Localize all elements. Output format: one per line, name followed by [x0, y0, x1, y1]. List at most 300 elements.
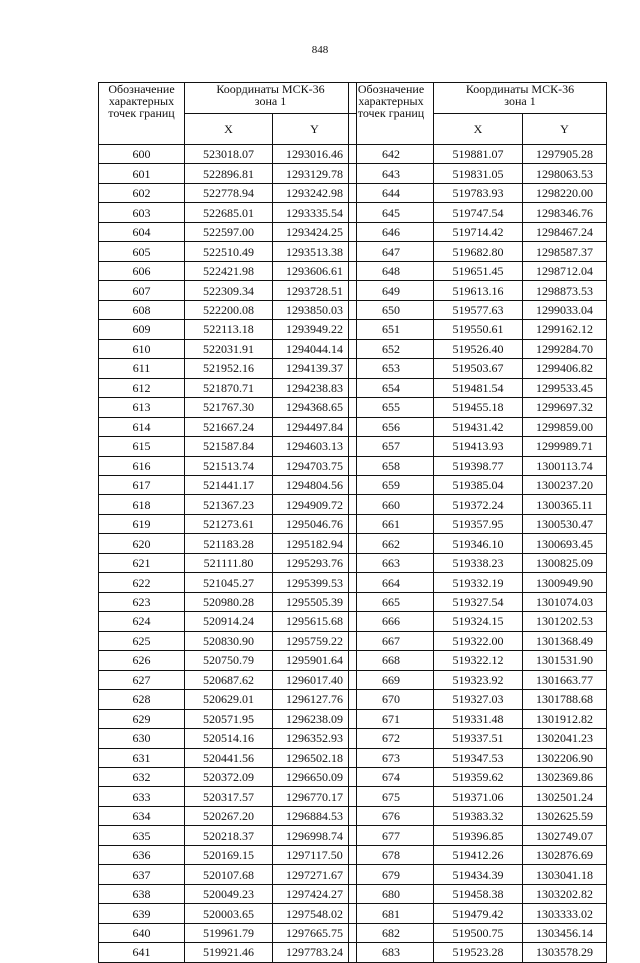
table-row — [349, 943, 607, 962]
point-number: 664 — [349, 573, 434, 592]
y-coordinate: 1298712.04 — [523, 261, 607, 280]
table-row — [99, 417, 357, 436]
point-number: 683 — [349, 943, 434, 962]
table-row — [349, 417, 607, 436]
point-number: 653 — [349, 359, 434, 378]
y-coordinate: 1293016.46 — [273, 145, 357, 164]
table-row — [349, 261, 607, 280]
y-coordinate: 1302041.23 — [523, 729, 607, 748]
point-number: 602 — [99, 183, 185, 202]
x-coordinate: 521870.71 — [185, 378, 273, 397]
x-coordinate: 519359.62 — [434, 768, 523, 787]
point-number: 679 — [349, 865, 434, 884]
table-row — [99, 359, 357, 378]
table-row — [99, 884, 357, 903]
x-coordinate: 520750.79 — [185, 651, 273, 670]
x-coordinate: 520003.65 — [185, 904, 273, 923]
point-number: 635 — [99, 826, 185, 845]
point-number: 631 — [99, 748, 185, 767]
point-number: 670 — [349, 690, 434, 709]
y-coordinate: 1296770.17 — [273, 787, 357, 806]
header-x: X — [185, 114, 273, 145]
y-coordinate: 1294703.75 — [273, 456, 357, 475]
table-row — [99, 651, 357, 670]
header-coordinate-system-line1: Координаты МСК-36 — [216, 82, 325, 96]
table-row — [99, 261, 357, 280]
y-coordinate: 1300237.20 — [523, 475, 607, 494]
header-coordinate-system — [185, 83, 357, 114]
table-row — [99, 670, 357, 689]
point-number: 680 — [349, 884, 434, 903]
x-coordinate: 519831.05 — [434, 164, 523, 183]
x-coordinate: 520514.16 — [185, 729, 273, 748]
point-number: 654 — [349, 378, 434, 397]
x-coordinate: 519714.42 — [434, 222, 523, 241]
point-number: 609 — [99, 320, 185, 339]
table-row — [349, 475, 607, 494]
x-coordinate: 519783.93 — [434, 183, 523, 202]
x-coordinate: 521441.17 — [185, 475, 273, 494]
table-row — [99, 475, 357, 494]
point-number: 613 — [99, 398, 185, 417]
point-number: 608 — [99, 300, 185, 319]
point-number: 628 — [99, 690, 185, 709]
y-coordinate: 1296502.18 — [273, 748, 357, 767]
point-number: 636 — [99, 845, 185, 864]
x-coordinate: 520571.95 — [185, 709, 273, 728]
y-coordinate: 1297424.27 — [273, 884, 357, 903]
point-number: 678 — [349, 845, 434, 864]
point-number: 650 — [349, 300, 434, 319]
point-number: 665 — [349, 592, 434, 611]
x-coordinate: 519434.39 — [434, 865, 523, 884]
y-coordinate: 1297271.67 — [273, 865, 357, 884]
x-coordinate: 520629.01 — [185, 690, 273, 709]
point-number: 621 — [99, 553, 185, 572]
y-coordinate: 1296998.74 — [273, 826, 357, 845]
table-row — [99, 748, 357, 767]
y-coordinate: 1297665.75 — [273, 923, 357, 942]
y-coordinate: 1302749.07 — [523, 826, 607, 845]
table-row — [349, 456, 607, 475]
x-coordinate: 522685.01 — [185, 203, 273, 222]
header-y: Y — [523, 114, 607, 145]
x-coordinate: 520267.20 — [185, 806, 273, 825]
y-coordinate: 1293424.25 — [273, 222, 357, 241]
y-coordinate: 1293949.22 — [273, 320, 357, 339]
table-row — [99, 145, 357, 164]
y-coordinate: 1294368.65 — [273, 398, 357, 417]
y-coordinate: 1294139.37 — [273, 359, 357, 378]
y-coordinate: 1299406.82 — [523, 359, 607, 378]
point-number: 612 — [99, 378, 185, 397]
y-coordinate: 1300949.90 — [523, 573, 607, 592]
x-coordinate: 519651.45 — [434, 261, 523, 280]
x-coordinate: 519327.54 — [434, 592, 523, 611]
table-row — [349, 534, 607, 553]
y-coordinate: 1295182.94 — [273, 534, 357, 553]
y-coordinate: 1297783.24 — [273, 943, 357, 962]
point-number: 658 — [349, 456, 434, 475]
point-number: 607 — [99, 281, 185, 300]
x-coordinate: 522031.91 — [185, 339, 273, 358]
table-row — [99, 456, 357, 475]
table-row — [349, 222, 607, 241]
y-coordinate: 1302206.90 — [523, 748, 607, 767]
y-coordinate: 1301788.68 — [523, 690, 607, 709]
x-coordinate: 519383.32 — [434, 806, 523, 825]
table-row — [99, 164, 357, 183]
x-coordinate: 521183.28 — [185, 534, 273, 553]
y-coordinate: 1295615.68 — [273, 612, 357, 631]
x-coordinate: 519323.92 — [434, 670, 523, 689]
x-coordinate: 521367.23 — [185, 495, 273, 514]
table-row — [349, 768, 607, 787]
x-coordinate: 520107.68 — [185, 865, 273, 884]
point-number: 606 — [99, 261, 185, 280]
table-row — [349, 514, 607, 533]
table-row — [99, 904, 357, 923]
y-coordinate: 1296352.93 — [273, 729, 357, 748]
table-row — [99, 514, 357, 533]
table-row — [99, 826, 357, 845]
point-number: 657 — [349, 437, 434, 456]
y-coordinate: 1297905.28 — [523, 145, 607, 164]
x-coordinate: 520049.23 — [185, 884, 273, 903]
x-coordinate: 521111.80 — [185, 553, 273, 572]
y-coordinate: 1303456.14 — [523, 923, 607, 942]
y-coordinate: 1298587.37 — [523, 242, 607, 261]
table-row — [349, 359, 607, 378]
y-coordinate: 1295293.76 — [273, 553, 357, 572]
y-coordinate: 1296017.40 — [273, 670, 357, 689]
y-coordinate: 1293242.98 — [273, 183, 357, 202]
table-row — [99, 339, 357, 358]
point-number: 614 — [99, 417, 185, 436]
y-coordinate: 1297548.02 — [273, 904, 357, 923]
point-number: 603 — [99, 203, 185, 222]
point-number: 642 — [349, 145, 434, 164]
x-coordinate: 521767.30 — [185, 398, 273, 417]
x-coordinate: 520218.37 — [185, 826, 273, 845]
y-coordinate: 1301912.82 — [523, 709, 607, 728]
table-row — [99, 806, 357, 825]
x-coordinate: 519347.53 — [434, 748, 523, 767]
y-coordinate: 1298346.76 — [523, 203, 607, 222]
x-coordinate: 520372.09 — [185, 768, 273, 787]
y-coordinate: 1293606.61 — [273, 261, 357, 280]
point-number: 641 — [99, 943, 185, 962]
point-number: 668 — [349, 651, 434, 670]
y-coordinate: 1293850.03 — [273, 300, 357, 319]
table-row — [99, 203, 357, 222]
x-coordinate: 519431.42 — [434, 417, 523, 436]
x-coordinate: 519881.07 — [434, 145, 523, 164]
x-coordinate: 519332.19 — [434, 573, 523, 592]
x-coordinate: 522309.34 — [185, 281, 273, 300]
x-coordinate: 520169.15 — [185, 845, 273, 864]
point-number: 633 — [99, 787, 185, 806]
x-coordinate: 521667.24 — [185, 417, 273, 436]
table-row — [349, 437, 607, 456]
point-number: 673 — [349, 748, 434, 767]
table-row — [99, 300, 357, 319]
table-row — [349, 339, 607, 358]
table-row — [349, 709, 607, 728]
y-coordinate: 1303041.18 — [523, 865, 607, 884]
table-row — [99, 592, 357, 611]
table-row — [349, 826, 607, 845]
x-coordinate: 519357.95 — [434, 514, 523, 533]
x-coordinate: 519412.26 — [434, 845, 523, 864]
x-coordinate: 519413.93 — [434, 437, 523, 456]
y-coordinate: 1295399.53 — [273, 573, 357, 592]
x-coordinate: 519324.15 — [434, 612, 523, 631]
point-number: 677 — [349, 826, 434, 845]
point-number: 674 — [349, 768, 434, 787]
point-number: 618 — [99, 495, 185, 514]
x-coordinate: 519371.06 — [434, 787, 523, 806]
x-coordinate: 519458.38 — [434, 884, 523, 903]
point-number: 637 — [99, 865, 185, 884]
table-row — [99, 437, 357, 456]
point-number: 667 — [349, 631, 434, 650]
y-coordinate: 1294804.56 — [273, 475, 357, 494]
y-coordinate: 1293513.38 — [273, 242, 357, 261]
point-number: 660 — [349, 495, 434, 514]
table-row — [99, 631, 357, 650]
y-coordinate: 1298467.24 — [523, 222, 607, 241]
y-coordinate: 1295901.64 — [273, 651, 357, 670]
point-number: 624 — [99, 612, 185, 631]
y-coordinate: 1294044.14 — [273, 339, 357, 358]
point-number: 604 — [99, 222, 185, 241]
point-number: 649 — [349, 281, 434, 300]
x-coordinate: 519337.51 — [434, 729, 523, 748]
y-coordinate: 1300365.11 — [523, 495, 607, 514]
table-row — [99, 612, 357, 631]
y-coordinate: 1299859.00 — [523, 417, 607, 436]
table-row — [349, 865, 607, 884]
point-number: 629 — [99, 709, 185, 728]
x-coordinate: 519577.63 — [434, 300, 523, 319]
table-row — [349, 690, 607, 709]
table-row — [99, 378, 357, 397]
x-coordinate: 522421.98 — [185, 261, 273, 280]
table-row — [99, 845, 357, 864]
y-coordinate: 1299033.04 — [523, 300, 607, 319]
x-coordinate: 519398.77 — [434, 456, 523, 475]
x-coordinate: 520687.62 — [185, 670, 273, 689]
y-coordinate: 1303578.29 — [523, 943, 607, 962]
point-number: 620 — [99, 534, 185, 553]
x-coordinate: 519500.75 — [434, 923, 523, 942]
header-x: X — [434, 114, 523, 145]
y-coordinate: 1296127.76 — [273, 690, 357, 709]
table-row — [349, 300, 607, 319]
table-row — [349, 553, 607, 572]
y-coordinate: 1301368.49 — [523, 631, 607, 650]
point-number: 655 — [349, 398, 434, 417]
table-row — [349, 651, 607, 670]
x-coordinate: 523018.07 — [185, 145, 273, 164]
y-coordinate: 1295505.39 — [273, 592, 357, 611]
table-row — [349, 281, 607, 300]
point-number: 611 — [99, 359, 185, 378]
point-number: 627 — [99, 670, 185, 689]
table-row — [99, 553, 357, 572]
table-row — [99, 320, 357, 339]
point-number: 646 — [349, 222, 434, 241]
y-coordinate: 1298220.00 — [523, 183, 607, 202]
x-coordinate: 519682.80 — [434, 242, 523, 261]
y-coordinate: 1302876.69 — [523, 845, 607, 864]
y-coordinate: 1299284.70 — [523, 339, 607, 358]
x-coordinate: 519327.03 — [434, 690, 523, 709]
table-row — [349, 748, 607, 767]
point-number: 638 — [99, 884, 185, 903]
table-row — [99, 768, 357, 787]
table-row — [99, 865, 357, 884]
x-coordinate: 520914.24 — [185, 612, 273, 631]
y-coordinate: 1296238.09 — [273, 709, 357, 728]
x-coordinate: 520317.57 — [185, 787, 273, 806]
point-number: 600 — [99, 145, 185, 164]
x-coordinate: 520830.90 — [185, 631, 273, 650]
header-y: Y — [273, 114, 357, 145]
point-number: 617 — [99, 475, 185, 494]
y-coordinate: 1293129.78 — [273, 164, 357, 183]
y-coordinate: 1303333.02 — [523, 904, 607, 923]
point-number: 663 — [349, 553, 434, 572]
point-number: 648 — [349, 261, 434, 280]
x-coordinate: 522597.00 — [185, 222, 273, 241]
y-coordinate: 1300825.09 — [523, 553, 607, 572]
table-row — [349, 904, 607, 923]
table-row — [349, 378, 607, 397]
table-row — [99, 495, 357, 514]
y-coordinate: 1296650.09 — [273, 768, 357, 787]
table-row — [349, 845, 607, 864]
point-number: 605 — [99, 242, 185, 261]
point-number: 662 — [349, 534, 434, 553]
point-number: 632 — [99, 768, 185, 787]
x-coordinate: 519322.00 — [434, 631, 523, 650]
table-row — [349, 183, 607, 202]
point-number: 675 — [349, 787, 434, 806]
header-coordinate-system-line2: зона 1 — [504, 94, 536, 108]
point-number: 671 — [349, 709, 434, 728]
y-coordinate: 1294603.13 — [273, 437, 357, 456]
x-coordinate: 519481.54 — [434, 378, 523, 397]
table-row — [349, 573, 607, 592]
x-coordinate: 520441.56 — [185, 748, 273, 767]
header-point-label: Обозначение характерных точек границ — [99, 83, 185, 145]
table-row — [349, 631, 607, 650]
point-number: 634 — [99, 806, 185, 825]
table-row — [349, 787, 607, 806]
x-coordinate: 522200.08 — [185, 300, 273, 319]
point-number: 682 — [349, 923, 434, 942]
y-coordinate: 1303202.82 — [523, 884, 607, 903]
x-coordinate: 521952.16 — [185, 359, 273, 378]
x-coordinate: 519747.54 — [434, 203, 523, 222]
y-coordinate: 1293728.51 — [273, 281, 357, 300]
y-coordinate: 1299989.71 — [523, 437, 607, 456]
point-number: 630 — [99, 729, 185, 748]
point-number: 619 — [99, 514, 185, 533]
point-number: 610 — [99, 339, 185, 358]
x-coordinate: 521587.84 — [185, 437, 273, 456]
y-coordinate: 1301202.53 — [523, 612, 607, 631]
y-coordinate: 1302625.59 — [523, 806, 607, 825]
page-number: 848 — [311, 44, 329, 56]
x-coordinate: 519338.23 — [434, 553, 523, 572]
table-row — [349, 612, 607, 631]
table-row — [349, 729, 607, 748]
x-coordinate: 521045.27 — [185, 573, 273, 592]
table-row — [349, 923, 607, 942]
table-row — [349, 164, 607, 183]
table-row — [99, 709, 357, 728]
table-row — [99, 281, 357, 300]
x-coordinate: 519372.24 — [434, 495, 523, 514]
x-coordinate: 519396.85 — [434, 826, 523, 845]
y-coordinate: 1302369.86 — [523, 768, 607, 787]
x-coordinate: 519523.28 — [434, 943, 523, 962]
x-coordinate: 519385.04 — [434, 475, 523, 494]
table-row — [349, 145, 607, 164]
point-number: 661 — [349, 514, 434, 533]
table-row — [99, 729, 357, 748]
y-coordinate: 1294909.72 — [273, 495, 357, 514]
table-row — [349, 806, 607, 825]
x-coordinate: 522113.18 — [185, 320, 273, 339]
y-coordinate: 1299162.12 — [523, 320, 607, 339]
x-coordinate: 522896.81 — [185, 164, 273, 183]
x-coordinate: 522510.49 — [185, 242, 273, 261]
y-coordinate: 1294238.83 — [273, 378, 357, 397]
point-number: 639 — [99, 904, 185, 923]
y-coordinate: 1295759.22 — [273, 631, 357, 650]
coordinates-table-right — [348, 82, 607, 963]
header-point-label: Обозначение характерных точек границ — [349, 83, 434, 145]
table-row — [99, 690, 357, 709]
point-number: 623 — [99, 592, 185, 611]
table-row — [99, 242, 357, 261]
point-number: 645 — [349, 203, 434, 222]
x-coordinate: 519526.40 — [434, 339, 523, 358]
coordinates-table-left — [98, 82, 357, 963]
x-coordinate: 519613.16 — [434, 281, 523, 300]
table-row — [349, 398, 607, 417]
table-body-right — [349, 145, 607, 963]
point-number: 666 — [349, 612, 434, 631]
point-number: 669 — [349, 670, 434, 689]
x-coordinate: 522778.94 — [185, 183, 273, 202]
table-body-left — [99, 145, 357, 963]
x-coordinate: 519331.48 — [434, 709, 523, 728]
x-coordinate: 519961.79 — [185, 923, 273, 942]
point-number: 622 — [99, 573, 185, 592]
point-number: 626 — [99, 651, 185, 670]
point-number: 676 — [349, 806, 434, 825]
x-coordinate: 519455.18 — [434, 398, 523, 417]
y-coordinate: 1299697.32 — [523, 398, 607, 417]
header-coordinate-system — [434, 83, 607, 114]
y-coordinate: 1293335.54 — [273, 203, 357, 222]
point-number: 659 — [349, 475, 434, 494]
